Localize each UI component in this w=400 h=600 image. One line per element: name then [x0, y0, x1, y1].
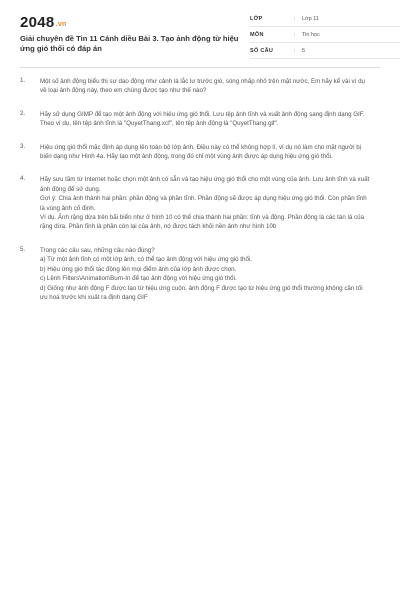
meta-value-subject: Tin học	[302, 32, 320, 38]
answer-option-a: a) Từ một ảnh tĩnh có một lớp ảnh, có thể tạo ảnh động với hiệu ứng gió thổi.	[40, 256, 253, 264]
meta-label-count: SỐ CÂU	[250, 48, 274, 54]
question-number: 2.	[20, 109, 26, 117]
header	[20, 14, 384, 60]
meta-value-count: 5	[302, 48, 306, 54]
question-text: Hãy sưu tầm từ Internet hoặc chọn một ảnh có sẵn và tạo hiệu ứng gió thổi cho một vùng của ảnh. Lưu ảnh tĩnh và xuất ảnh động để sử dụng.	[40, 176, 370, 193]
meta-colon: :	[294, 16, 296, 22]
question-list	[20, 77, 370, 316]
question-3	[20, 143, 370, 162]
meta-info	[250, 14, 400, 62]
meta-colon: :	[294, 32, 296, 38]
question-number: 3.	[20, 142, 26, 150]
logo-suffix: .vn	[55, 21, 67, 28]
answer-option-b: b) Hiệu ứng gió thổi tác động lên mọi điểm ảnh của lớp ảnh được chọn.	[40, 265, 237, 273]
question-text: Hãy sử dụng GIMP để tạo một ảnh động với hiệu ứng gió thổi. Lưu tệp ảnh tĩnh và xuất ảnh động sang định dạng GIF. Theo ví dụ, tên tệp ảnh tĩnh là "QuyetThang.xcf", tên tệp ảnh động là "QuyetThang.gif".	[40, 110, 365, 128]
meta-row-count	[250, 46, 400, 59]
logo-text: 2048	[20, 14, 55, 31]
question-number: 5.	[20, 245, 26, 253]
question-text: Hiệu ứng gió thổi mặc định áp dụng lên toàn bộ lớp ảnh. Điều này có thể không hợp lí, ví dụ nó làm cho mặt người bị biến dạng như Hình 4a. Hãy tạo một ảnh động, trong đó chỉ một vùng ảnh được áp dụng hiệu ứng gió thổi.	[40, 143, 362, 161]
answer-option-d: d) Giống như ảnh động F được tạo từ hiệu ứng cuộn, ảnh động F được tạo từ hiệu ứng gió thổi thường không cần tối ưu hoá trước khi xuất ra định dạng GIF	[40, 284, 363, 301]
question-text: Trong các câu sau, những câu nào đúng?	[40, 246, 155, 254]
meta-label-class: LỚP	[250, 16, 263, 22]
meta-row-subject	[250, 30, 400, 43]
question-number: 1.	[20, 77, 26, 84]
question-hint: Gợi ý: Chia ảnh thành hai phần: phần động và phần tĩnh. Phần động sẽ được áp dụng hiệu ứng gió thổi. Còn phần tĩnh là vùng ảnh cố định.	[40, 195, 367, 212]
site-logo[interactable]	[20, 14, 67, 31]
question-1	[20, 77, 370, 96]
question-5	[20, 246, 370, 302]
meta-colon: :	[294, 48, 296, 54]
meta-label-subject: MÔN	[250, 32, 264, 38]
meta-value-class: Lớp 11	[302, 16, 319, 22]
question-text: Một số ảnh động biểu thị sự dao động như cảnh lá lắc lư trước gió, sóng nhấp nhô trên mặt nước. Em hãy kể vài ví dụ về loại ảnh động này, theo em chúng được tạo như thế nào?	[40, 78, 365, 95]
question-2	[20, 110, 370, 129]
header-divider	[20, 67, 380, 68]
question-4	[20, 175, 370, 231]
page-title: Giải chuyên đề Tin 11 Cánh diều Bài 3. Tạo ảnh động từ hiệu ứng gió thổi có đáp án	[20, 34, 239, 53]
question-example: Ví dụ. Ảnh rặng dừa trên bãi biển như ở hình 10 có thể chia thành hai phần: tĩnh và động. Phần động là các tán lá của rặng dừa. Phần tĩnh là phần còn lại của ảnh, nó được tách khỏi nền ảnh như hình 10b	[40, 214, 365, 231]
question-number: 4.	[20, 175, 26, 183]
answer-option-c: c) Lệnh Filters\Animation\Burn-In để tạo ảnh động với hiệu ứng gió thổi.	[40, 275, 237, 283]
meta-row-class	[250, 14, 400, 27]
